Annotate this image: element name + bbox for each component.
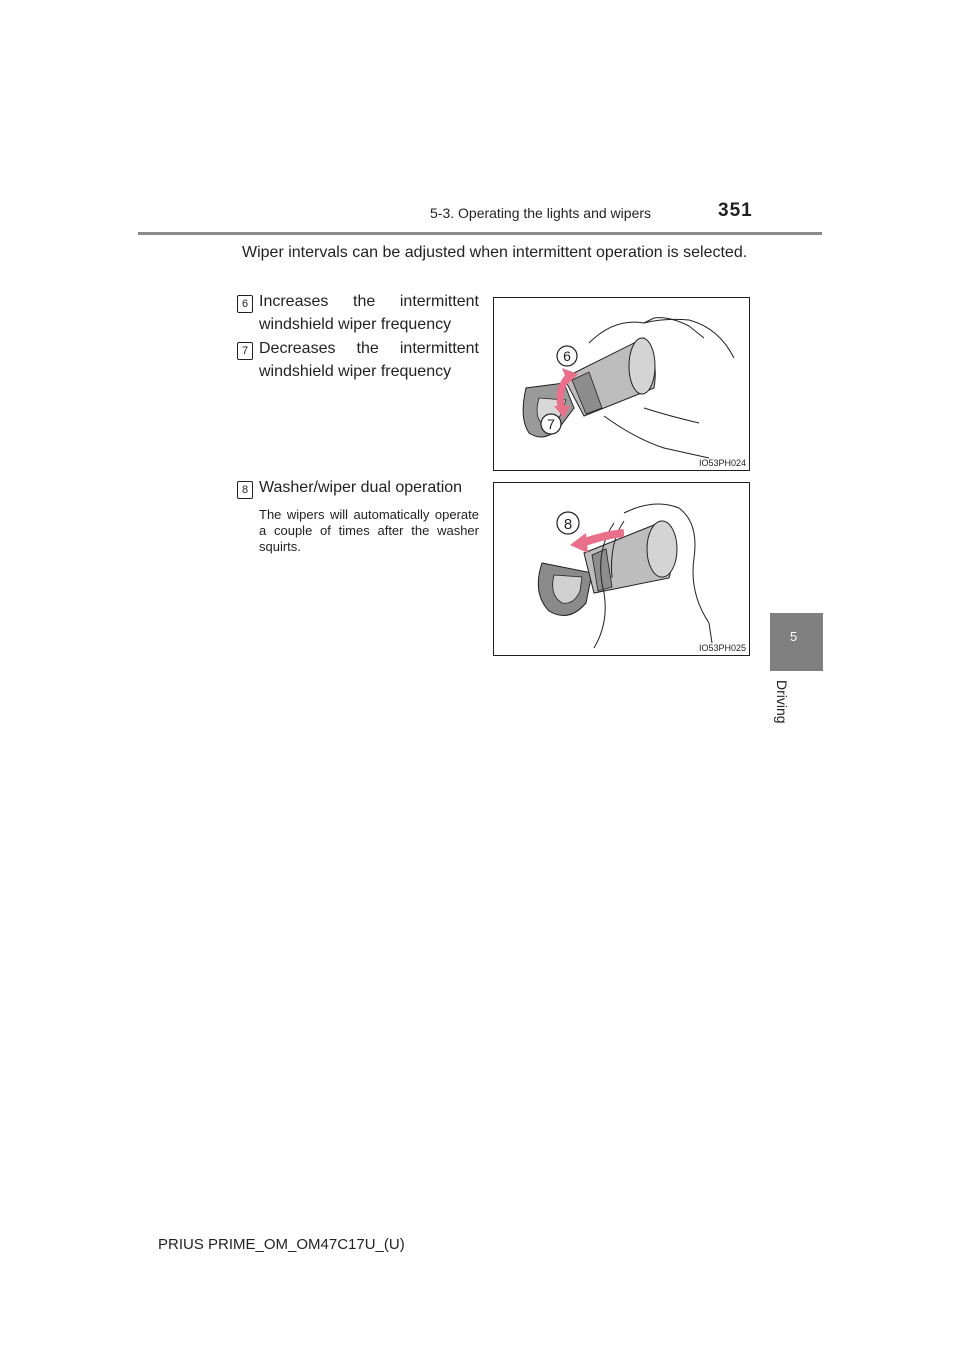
item-badge-6: 6	[237, 295, 253, 313]
item-badge-7: 7	[237, 342, 253, 360]
item-text-6: Increases the intermittent windshield wiper frequency	[259, 293, 479, 333]
header-divider	[138, 232, 822, 235]
item-text-7: Decreases the intermittent windshield wiper frequency	[259, 340, 479, 380]
figure2-callout-8: 8	[563, 516, 573, 533]
figure-washer-wiper	[493, 482, 750, 656]
figure1-code: IO53PH024	[698, 458, 746, 468]
page-number: 351	[718, 200, 753, 221]
washer-lever-illustration	[494, 483, 749, 655]
figure1-callout-7: 7	[547, 416, 555, 432]
chapter-label	[774, 680, 818, 730]
figure2-code: IO53PH025	[698, 643, 746, 653]
chapter-label-text: Driving	[774, 680, 790, 724]
figure1-callout-6: 6	[563, 348, 571, 364]
chapter-number: 5	[790, 629, 798, 644]
section-title: 5-3. Operating the lights and wipers	[430, 205, 652, 221]
wiper-lever-illustration	[494, 298, 749, 470]
manual-id: PRIUS PRIME_OM_OM47C17U_(U)	[158, 1236, 405, 1253]
figure-wiper-frequency	[493, 297, 750, 471]
item-text-8: Washer/wiper dual operation	[259, 479, 463, 496]
item-note-8: The wipers will automatically operate a couple of times after the washer squirts.	[259, 507, 479, 554]
item-badge-8: 8	[237, 481, 253, 499]
intro-paragraph: Wiper intervals can be adjusted when intermittent operation is selected.	[242, 244, 748, 261]
